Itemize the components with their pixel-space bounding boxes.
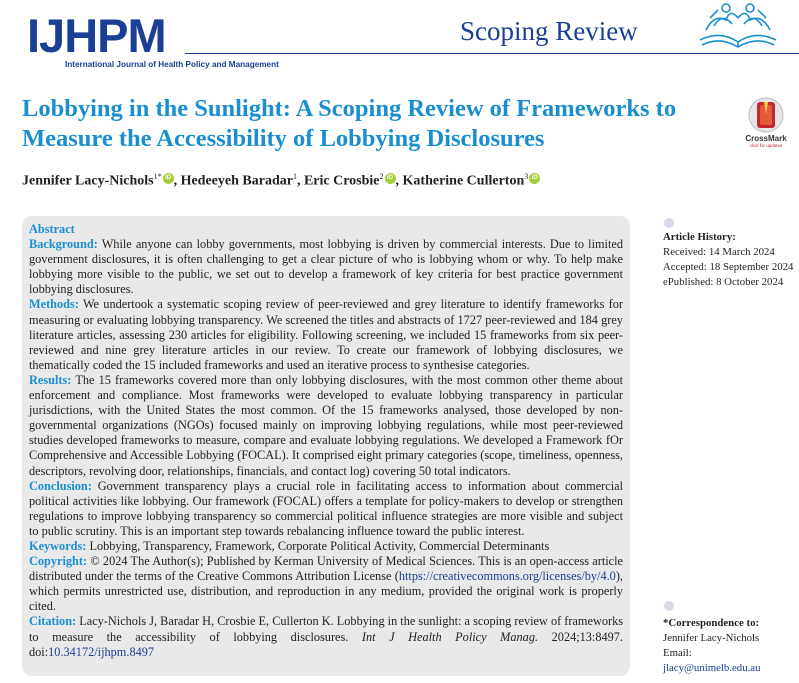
methods-text: We undertook a systematic scoping review of peer-reviewed and grey literature to identify frameworks for measuring or evaluating lobbying transparency. We screened the titles and abstracts of 1727 peer-reviewed and 184 grey literature articles, assessing 230 articles for eligibility. Following screening, we included 15 frameworks from six peer-reviewed and nine grey literature articles in our review. To create our framework of lobbying disclosures, we thematically coded the 15 included frameworks and used an iterative process to synthesise categories.: [29, 297, 623, 372]
header-rule-right: [660, 53, 799, 54]
abstract-keywords: [29, 539, 623, 554]
abstract-copyright: [29, 554, 623, 614]
license-link[interactable]: https://creativecommons.org/licenses/by/4.0: [398, 569, 616, 584]
abstract-results: [29, 373, 623, 479]
results-text: The 15 frameworks covered more than only lobbying disclosures, with the most common other theme about enforcement and compliance. Most frameworks were developed to evaluate lobbying transparency in particular jurisdictions, with the United States the most common. Of the 15 frameworks analysed, those developed by non-governmental organizations (NGOs) focused mainly on improving lobbying regulations, while most peer-reviewed studies developed frameworks to measure, compare and evaluate lobbying regulations. We developed a Framework fOr Comprehensive and Accessible Lobbying (FOCAL). It comprised eight primary categories (scope, timeliness, openness, descriptors, revolving door, relationships, financials, and contact log) covering 50 total indicators.: [29, 372, 623, 478]
orcid-icon[interactable]: iD: [385, 173, 396, 184]
email-label: Email:: [663, 647, 692, 659]
background-text: While anyone can lobby governments, most lobbying is driven by commercial interests. Due to limited government disclosures, it is often challenging to get a clear picture of who is lobbying whom or why. To help make lobbying more visible to the public, we set out to develop a framework of key criteria for best practice government lobbying disclosures.: [29, 237, 623, 297]
crossmark-icon: [744, 96, 788, 134]
citation-label: Citation:: [29, 614, 77, 629]
keywords-label: Keywords:: [29, 538, 87, 553]
copyright-label: Copyright:: [29, 554, 88, 569]
history-heading: Article History:: [663, 231, 736, 243]
methods-label: Methods:: [29, 297, 79, 312]
author-name[interactable]: Eric Crosbie: [303, 173, 380, 189]
abstract-citation: [29, 614, 623, 659]
journal-logo: [27, 10, 277, 72]
article-history: [663, 230, 799, 290]
crossmark-badge[interactable]: [744, 96, 788, 154]
correspondence-email[interactable]: jlacy@unimelb.edu.au: [663, 662, 761, 674]
results-label: Results:: [29, 372, 72, 387]
abstract-heading: Abstract: [29, 222, 75, 236]
doi-link[interactable]: 10.34172/ijhpm.8497: [48, 644, 155, 659]
author-affiliation: 2: [379, 172, 384, 181]
author-name[interactable]: Katherine Cullerton: [402, 173, 525, 189]
copyright-text-end: ), which permits unrestricted use, distribution, and reproduction in any medium, provided the original work is properly cited.: [29, 569, 623, 614]
crossmark-sub: click for updates: [749, 143, 783, 148]
conclusion-text: Government transparency plays a crucial role in facilitating access to information about commercial political activities like lobbying. Our framework (FOCAL) offers a template for policy-makers to develop or strengthen regulations to improve lobbying transparency so commercial political influence strategies are more visible and subject to public scrutiny. This is an important step towards rebalancing influence toward the public interest.: [29, 478, 623, 538]
article-type: Scoping Review: [460, 16, 638, 46]
author-name[interactable]: Jennifer Lacy-Nichols: [22, 173, 154, 189]
citation-volume: 2024;13:8497. doi:: [29, 629, 624, 659]
published-date: ePublished: 8 October 2024: [663, 276, 784, 288]
history-dot: [664, 218, 674, 228]
header-rule: [185, 53, 660, 54]
abstract-conclusion: [29, 479, 623, 539]
received-date: Received: 14 March 2024: [663, 246, 775, 258]
abstract-methods: [29, 297, 623, 372]
abstract-background: [29, 237, 623, 297]
open-book-icon: [692, 0, 784, 50]
correspondence-dot: [664, 601, 674, 611]
keywords-text: Lobbying, Transparency, Framework, Corporate Political Activity, Commercial Determinants: [89, 538, 550, 553]
background-label: Background:: [29, 237, 98, 252]
journal-logo-text: IJHPM: [27, 9, 166, 62]
accepted-date: Accepted: 18 September 2024: [663, 261, 794, 273]
correspondence-name: Jennifer Lacy-Nichols: [663, 632, 760, 644]
journal-full-name: International Journal of Health Policy and Management: [65, 60, 279, 69]
conclusion-label: Conclusion:: [29, 478, 92, 493]
author-name[interactable]: Hedeeyeh Baradar: [180, 173, 293, 189]
citation-text: Lacy-Nichols J, Baradar H, Crosbie E, Cullerton K. Lobbying in the sunlight: a scoping review of frameworks to measure the accessibility of lobbying disclosures.: [29, 614, 623, 644]
author-affiliation: 3: [524, 172, 529, 181]
copyright-text: © 2024 The Author(s); Published by Kerman University of Medical Sciences. This is an open-access article distributed under the terms of the Creative Commons Attribution License (: [29, 554, 624, 584]
author-affiliation: 1*: [153, 172, 162, 181]
author-affiliation: 1: [292, 172, 297, 181]
correspondence: [663, 616, 799, 676]
author-list: Jennifer Lacy-Nichols$^{1*}$ iD , Hedeeyeh Baradar$^1$, Eric Crosbie$^2$ iD , Katherine Cullerton$^3$ iD: [22, 172, 540, 190]
orcid-icon[interactable]: iD: [529, 173, 540, 184]
article-title: Lobbying in the Sunlight: A Scoping Review of Frameworks to Measure the Accessibility of Lobbying Disclosures: [22, 95, 677, 152]
citation-journal: Int J Health Policy Manag.: [361, 629, 539, 644]
orcid-icon[interactable]: iD: [163, 173, 174, 184]
correspondence-heading: *Correspondence to:: [663, 617, 760, 629]
crossmark-label: CrossMark: [745, 134, 787, 143]
abstract-box: [22, 216, 630, 676]
